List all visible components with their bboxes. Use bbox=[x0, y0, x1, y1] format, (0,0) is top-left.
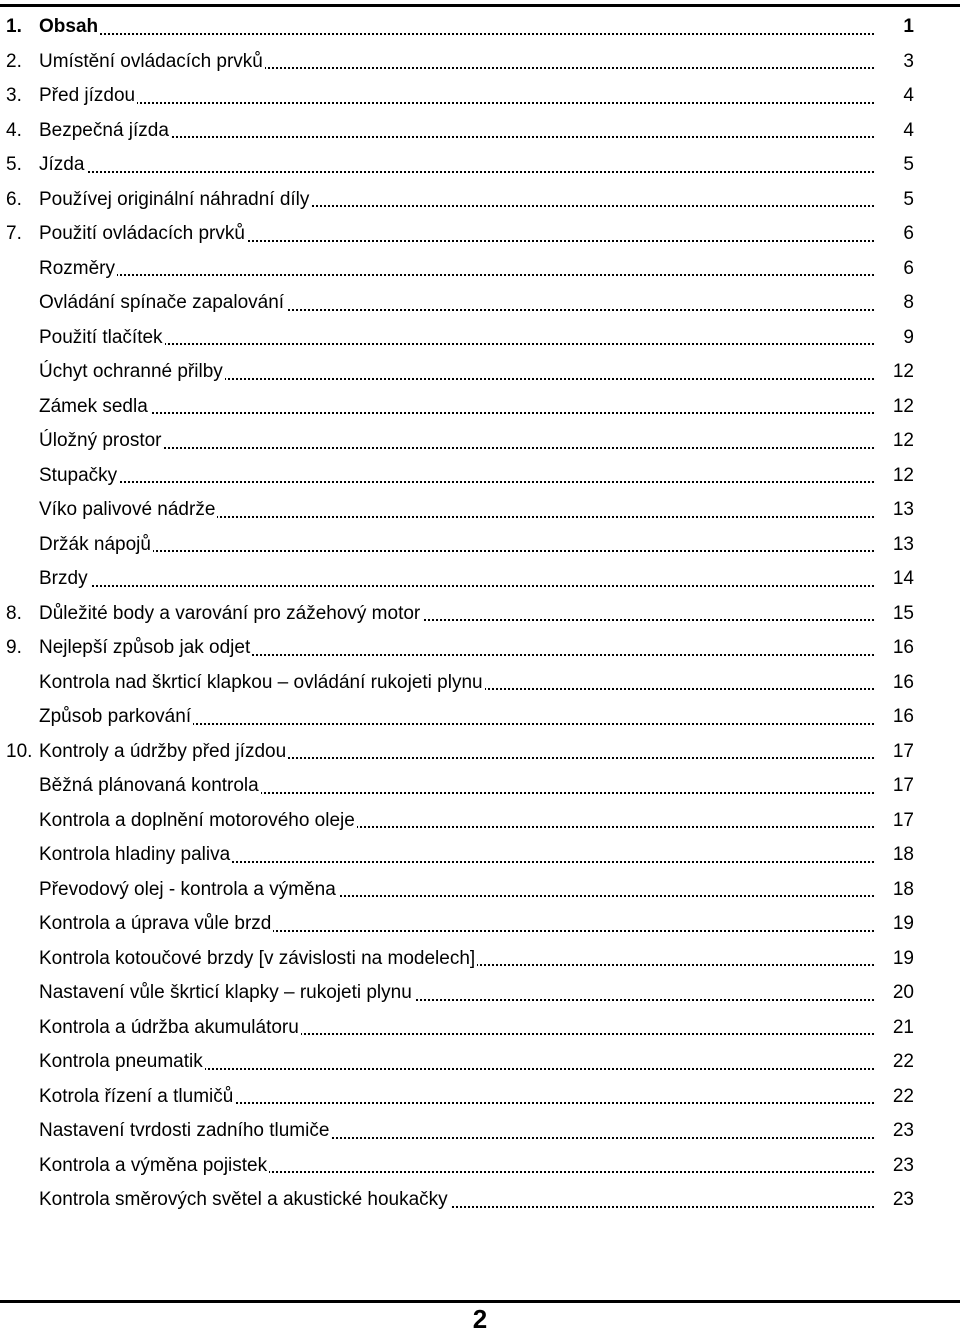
toc-entry-label: Jízda bbox=[39, 148, 86, 183]
toc-entry[interactable] bbox=[6, 459, 914, 494]
toc-entry-label: Před jízdou bbox=[39, 79, 137, 114]
top-rule bbox=[0, 4, 960, 7]
toc-entry[interactable] bbox=[6, 183, 914, 218]
toc-entry-page: 4 bbox=[903, 85, 914, 106]
toc-entry-label: Kontrola a údržba akumulátoru bbox=[39, 1011, 301, 1046]
toc-entry-page: 17 bbox=[892, 775, 914, 796]
toc-entry-page: 4 bbox=[903, 119, 914, 141]
toc-entry[interactable] bbox=[6, 286, 914, 321]
toc-entry-page: 14 bbox=[892, 568, 914, 589]
toc-entry-label: Běžná plánovaná kontrola bbox=[39, 769, 261, 804]
toc-entry[interactable] bbox=[6, 79, 914, 114]
toc-entry-label: Kontroly a údržby před jízdou bbox=[39, 735, 288, 770]
toc-entry-page: 12 bbox=[892, 464, 914, 486]
toc-entry-page: 12 bbox=[892, 361, 914, 382]
toc-entry-page: 13 bbox=[892, 499, 914, 520]
toc-entry[interactable] bbox=[6, 1080, 914, 1115]
toc-entry-page: 18 bbox=[892, 844, 914, 865]
toc-entry-page: 6 bbox=[903, 223, 914, 244]
toc-entry-page: 12 bbox=[892, 430, 914, 451]
toc-dot-leader bbox=[39, 412, 874, 414]
toc-entry[interactable] bbox=[6, 838, 914, 873]
toc-entry-label: Úchyt ochranné přilby bbox=[39, 355, 225, 390]
toc-entry-label: Obsah bbox=[39, 10, 100, 45]
toc-entry[interactable] bbox=[6, 252, 914, 287]
toc-entry[interactable] bbox=[6, 10, 914, 45]
toc-entry[interactable] bbox=[6, 907, 914, 942]
toc-entry[interactable] bbox=[6, 942, 914, 977]
toc-entry[interactable] bbox=[6, 769, 914, 804]
toc-entry-label: Bezpečná jízda bbox=[39, 114, 171, 149]
toc-entry-page: 19 bbox=[892, 947, 914, 969]
toc-entry-page: 23 bbox=[892, 1120, 914, 1141]
toc-entry[interactable] bbox=[6, 148, 914, 183]
toc-entry-page: 15 bbox=[892, 602, 914, 624]
toc-entry-number: 1. bbox=[6, 16, 22, 37]
toc-entry-label: Nastavení tvrdosti zadního tlumiče bbox=[39, 1114, 331, 1149]
toc-entry-label: Kontrola a výměna pojistek bbox=[39, 1149, 269, 1184]
toc-entry-number: 5. bbox=[6, 154, 22, 175]
toc-dot-leader bbox=[39, 102, 874, 104]
toc-entry-label: Důležité body a varování pro zážehový motor bbox=[39, 597, 422, 632]
toc-entry-label: Rozměry bbox=[39, 252, 117, 287]
toc-entry-page: 17 bbox=[892, 740, 914, 762]
toc-entry[interactable] bbox=[6, 217, 914, 252]
toc-entry-label: Držák nápojů bbox=[39, 528, 153, 563]
toc-entry-page: 22 bbox=[892, 1085, 914, 1107]
toc-entry-page: 1 bbox=[903, 16, 914, 37]
toc-dot-leader bbox=[39, 33, 874, 35]
toc-entry-number: 4. bbox=[6, 119, 22, 141]
toc-entry[interactable] bbox=[6, 1045, 914, 1080]
toc-entry-page: 9 bbox=[903, 326, 914, 348]
toc-entry-page: 5 bbox=[903, 154, 914, 175]
toc-entry-label: Nejlepší způsob jak odjet bbox=[39, 631, 252, 666]
toc-entry-page: 12 bbox=[892, 395, 914, 417]
toc-entry[interactable] bbox=[6, 804, 914, 839]
toc-entry-label: Kontrola kotoučové brzdy [v závislosti na modelech] bbox=[39, 942, 477, 977]
toc-entry-label: Ovládání spínače zapalování bbox=[39, 286, 286, 321]
toc-entry-label: Kotrola řízení a tlumičů bbox=[39, 1080, 235, 1115]
toc-dot-leader bbox=[39, 481, 874, 483]
toc-entry-number: 8. bbox=[6, 602, 22, 624]
table-of-contents bbox=[6, 10, 914, 1218]
footer-page-number: 2 bbox=[472, 1304, 488, 1334]
toc-entry-label: Kontrola a úprava vůle brzd bbox=[39, 907, 273, 942]
toc-entry-label: Použití ovládacích prvků bbox=[39, 217, 247, 252]
toc-entry[interactable] bbox=[6, 562, 914, 597]
toc-entry-page: 8 bbox=[903, 292, 914, 313]
toc-entry-label: Kontrola nad škrticí klapkou – ovládání rukojeti plynu bbox=[39, 666, 485, 701]
toc-entry-number: 10. bbox=[6, 740, 33, 762]
toc-entry[interactable] bbox=[6, 1114, 914, 1149]
bottom-rule bbox=[0, 1300, 960, 1303]
toc-entry-page: 18 bbox=[892, 878, 914, 900]
toc-entry[interactable] bbox=[6, 528, 914, 563]
toc-entry[interactable] bbox=[6, 1149, 914, 1184]
toc-entry[interactable] bbox=[6, 700, 914, 735]
toc-entry-label: Zámek sedla bbox=[39, 390, 150, 425]
toc-entry[interactable] bbox=[6, 390, 914, 425]
toc-entry-number: 3. bbox=[6, 85, 22, 106]
toc-entry-number: 9. bbox=[6, 637, 22, 658]
toc-entry-page: 22 bbox=[892, 1051, 914, 1072]
toc-entry-page: 21 bbox=[892, 1016, 914, 1038]
toc-entry[interactable] bbox=[6, 321, 914, 356]
toc-entry[interactable] bbox=[6, 597, 914, 632]
toc-entry-number: 6. bbox=[6, 188, 22, 210]
toc-entry-page: 16 bbox=[892, 706, 914, 727]
toc-entry-label: Stupačky bbox=[39, 459, 119, 494]
toc-entry[interactable] bbox=[6, 114, 914, 149]
toc-entry[interactable] bbox=[6, 355, 914, 390]
toc-entry[interactable] bbox=[6, 493, 914, 528]
toc-entry-page: 19 bbox=[892, 913, 914, 934]
toc-entry-label: Brzdy bbox=[39, 562, 90, 597]
toc-entry-page: 6 bbox=[903, 257, 914, 279]
toc-entry-label: Kontrola pneumatik bbox=[39, 1045, 205, 1080]
toc-entry-label: Kontrola hladiny paliva bbox=[39, 838, 232, 873]
toc-dot-leader bbox=[39, 447, 874, 449]
toc-entry-page: 13 bbox=[892, 533, 914, 555]
toc-entry[interactable] bbox=[6, 666, 914, 701]
toc-entry-page: 20 bbox=[892, 982, 914, 1003]
toc-entry-label: Převodový olej - kontrola a výměna bbox=[39, 873, 338, 908]
toc-entry-page: 23 bbox=[892, 1154, 914, 1176]
toc-entry-page: 23 bbox=[892, 1189, 914, 1210]
toc-entry-page: 5 bbox=[903, 188, 914, 210]
toc-entry-number: 2. bbox=[6, 50, 22, 72]
toc-entry[interactable] bbox=[6, 1183, 914, 1218]
toc-dot-leader bbox=[39, 274, 874, 276]
toc-entry-page: 3 bbox=[903, 50, 914, 72]
toc-entry[interactable] bbox=[6, 873, 914, 908]
toc-entry-label: Použití tlačítek bbox=[39, 321, 165, 356]
toc-entry[interactable] bbox=[6, 424, 914, 459]
toc-entry-label: Víko palivové nádrže bbox=[39, 493, 217, 528]
toc-entry-page: 16 bbox=[892, 671, 914, 693]
toc-entry-label: Úložný prostor bbox=[39, 424, 164, 459]
toc-dot-leader bbox=[39, 585, 874, 587]
toc-entry[interactable] bbox=[6, 976, 914, 1011]
toc-entry[interactable] bbox=[6, 735, 914, 770]
toc-entry-label: Umístění ovládacích prvků bbox=[39, 45, 265, 80]
toc-entry-label: Způsob parkování bbox=[39, 700, 193, 735]
toc-entry-label: Používej originální náhradní díly bbox=[39, 183, 311, 218]
toc-entry-label: Nastavení vůle škrticí klapky – rukojeti plynu bbox=[39, 976, 414, 1011]
toc-dot-leader bbox=[39, 171, 874, 173]
toc-entry[interactable] bbox=[6, 45, 914, 80]
toc-entry[interactable] bbox=[6, 631, 914, 666]
toc-entry-label: Kontrola směrových světel a akustické houkačky bbox=[39, 1183, 450, 1218]
toc-entry[interactable] bbox=[6, 1011, 914, 1046]
toc-entry-page: 16 bbox=[892, 637, 914, 658]
toc-entry-page: 17 bbox=[892, 809, 914, 831]
toc-dot-leader bbox=[39, 550, 874, 552]
toc-entry-label: Kontrola a doplnění motorového oleje bbox=[39, 804, 357, 839]
toc-entry-number: 7. bbox=[6, 223, 22, 244]
